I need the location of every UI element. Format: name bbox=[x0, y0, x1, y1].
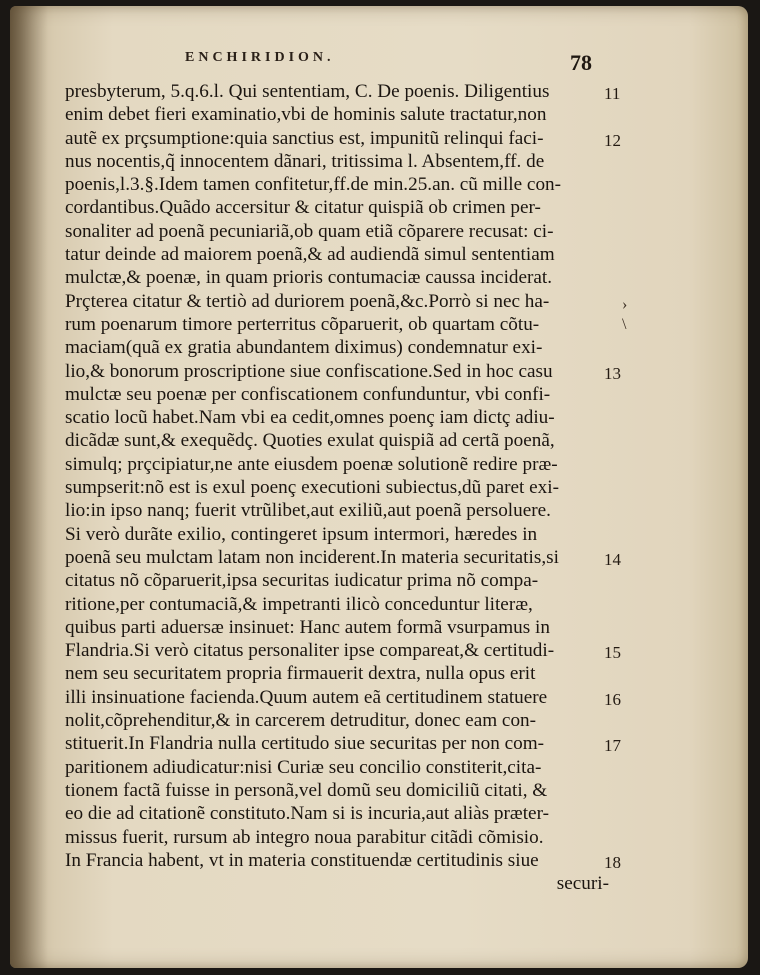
text-line: Prçterea citatur & tertiò ad duriorem poenã,&c.Porrò si nec ha- bbox=[65, 290, 550, 312]
margin-number: 12 bbox=[604, 130, 621, 150]
margin-number: 14 bbox=[604, 550, 621, 569]
margin-mark-icon: › bbox=[622, 296, 628, 313]
text-line: enim debet fieri examinatio,vbi de hominis salute tractatur,non bbox=[65, 104, 547, 126]
margin-number: 17 bbox=[604, 736, 621, 756]
text-line: stituerit.In Flandria nulla certitudo siue securitas per non com- bbox=[65, 733, 545, 755]
margin-number: 15 bbox=[604, 643, 621, 663]
text-line: lio:in ipso nanq; fuerit vtrũlibet,aut exiliũ,aut poenã persoluere. bbox=[65, 500, 551, 522]
text-line: dicãdæ sunt,& exequẽdç. Quoties exulat quispiã ad certã poenã, bbox=[65, 430, 555, 452]
text-line: cordantibus.Quãdo accersitur & citatur quispiã ob crimen per- bbox=[65, 197, 541, 219]
text-line: presbyterum, 5.q.6.l. Qui sententiam, C. De poenis. Diligentius bbox=[65, 81, 550, 102]
text-line: paritionem adiudicatur:nisi Curiæ seu concilio constiterit,cita- bbox=[65, 756, 542, 778]
text-line: eo die ad citationẽ constituto.Nam si is incuria,aut aliàs præter- bbox=[65, 803, 549, 825]
text-line: nus nocentis,q̃ innocentem dãnari, tritissima l. Absentem,ff. de bbox=[65, 150, 545, 172]
text-line: poenã seu mulctam latam non inciderent.In materia securitatis,si bbox=[65, 546, 559, 568]
running-title: ENCHIRIDION. bbox=[185, 50, 335, 65]
text-line: poenis,l.3.§.Idem tamen confitetur,ff.de min.25.an. cũ mille con- bbox=[65, 174, 562, 196]
margin-number: 16 bbox=[604, 689, 621, 709]
text-line: scatio locũ habet.Nam vbi ea cedit,omnes poenç iam dictç adiu- bbox=[65, 407, 555, 429]
text-line: Si verò durãte exilio, contingeret ipsum intermori, hæredes in bbox=[65, 523, 538, 545]
text-line: rum poenarum timore perterritus cõparuerit, ob quartam cõtu- bbox=[65, 313, 540, 335]
text-line: tionem factã fuisse in personã,vel domũ seu domiciliũ citati, & bbox=[65, 779, 548, 801]
text-line: lio,& bonorum proscriptione siue confiscatione.Sed in hoc casu bbox=[65, 360, 553, 382]
text-line: maciam(quã ex gratia abundantem diximus) condemnatur exi- bbox=[65, 337, 543, 359]
text-line: securi- bbox=[556, 873, 609, 895]
margin-number: 11 bbox=[604, 84, 621, 103]
text-line: mulctæ seu poenæ per confiscationem confunduntur, vbi confi- bbox=[65, 383, 551, 405]
text-line: sonaliter ad poenã pecuniariã,ob quam etiã cõparere recusat: ci- bbox=[65, 220, 554, 242]
margin-mark-icon: \ bbox=[622, 316, 627, 333]
body-text bbox=[65, 80, 613, 895]
page-gutter-shadow bbox=[10, 6, 48, 968]
text-line: sumpserit:nõ est is exul poenç executioni subiectus,dũ paret exi- bbox=[65, 477, 559, 499]
text-line: missus fuerit, rursum ab integro noua parabitur citãdi cõmisio. bbox=[65, 826, 544, 848]
text-line: ritione,per contumaciã,& impetranti ilicò conceduntur literæ, bbox=[65, 593, 533, 615]
margin-number: 18 bbox=[604, 852, 621, 872]
page-number: 78 bbox=[570, 50, 592, 75]
book-page bbox=[10, 6, 748, 968]
text-line: nem seu securitatem propria firmauerit dextra, nulla opus erit bbox=[65, 663, 536, 685]
text-line: quibus parti aduersæ insinuet: Hanc autem formã vsurpamus in bbox=[65, 616, 550, 638]
text-line: mulctæ,& poenæ, in quam prioris contumaciæ caussa inciderat. bbox=[65, 267, 553, 289]
text-line: In Francia habent, vt in materia constituendæ certitudinis siue bbox=[65, 849, 539, 871]
text-line: simulq; prçcipiatur,ne ante eiusdem poenæ solutionẽ redire præ- bbox=[65, 453, 558, 475]
text-line: nolit,cõprehenditur,& in carcerem detruditur, donec eam con- bbox=[65, 710, 537, 732]
margin-number: 13 bbox=[604, 363, 621, 383]
text-line: illi insinuatione facienda.Quum autem eã certitudinem statuere bbox=[65, 686, 548, 708]
text-line: autẽ ex prçsumptione:quia sanctius est, impunitũ relinqui faci- bbox=[65, 127, 544, 149]
text-line: citatus nõ cõparuerit,ipsa securitas iudicatur prima nõ compa- bbox=[65, 570, 539, 592]
text-line: tatur deinde ad maiorem poenã,& ad audiendã simul sententiam bbox=[65, 244, 555, 266]
text-line: Flandria.Si verò citatus personaliter ipse compareat,& certitudi- bbox=[65, 640, 555, 662]
